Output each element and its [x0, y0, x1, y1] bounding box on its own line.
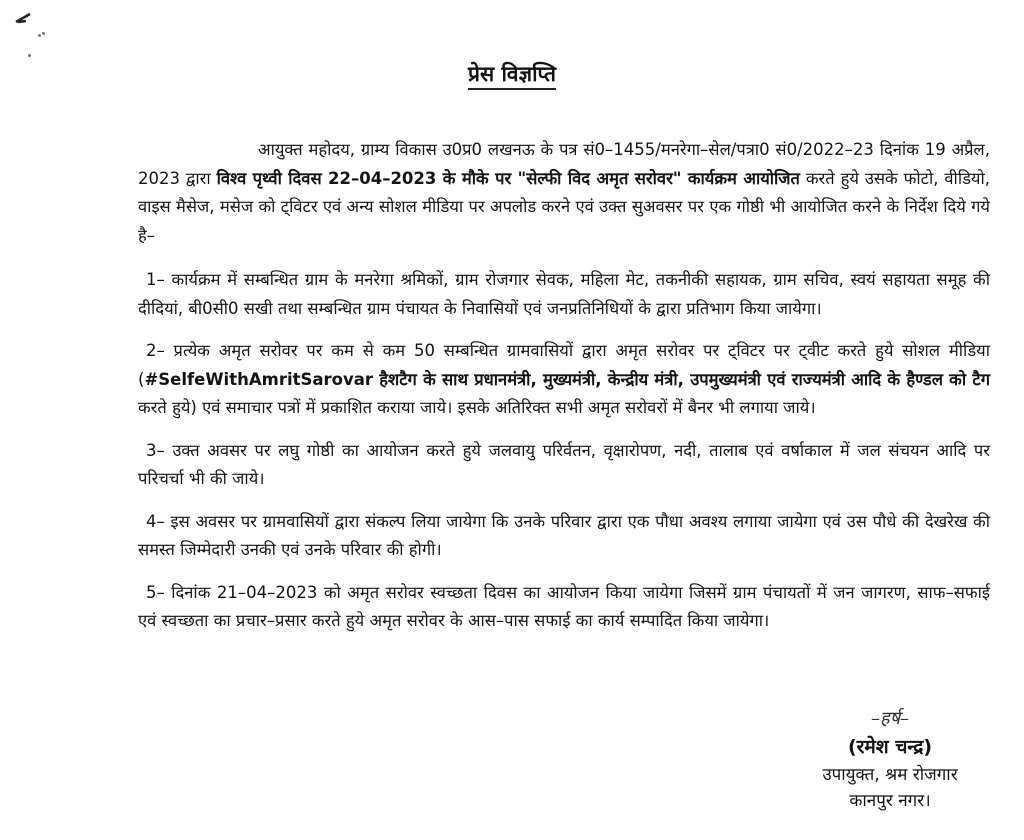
signatory-designation: उपायुक्त, श्रम रोजगार — [822, 765, 958, 785]
signatory-name: (रमेश चन्द्र) — [847, 736, 933, 758]
signature-block — [780, 706, 1000, 814]
intro-text-cont: करते हुये उसके फोटो, वीडियो, वाइस मैसेज, मसेज को ट्विटर एवं अन्य सोशल मीडिया पर अपलोड करने एवं उक्त सुअवसर पर एक गोष्ठी भी आयोजित करने के निर्देश दिये गये है– — [138, 168, 991, 245]
title-text: प्रेस विज्ञप्ति — [468, 62, 556, 90]
document-title — [0, 60, 1024, 88]
document-body — [138, 136, 990, 650]
signature-scribble: –हर्ष– — [871, 708, 909, 729]
item2-text: 2– प्रत्येक अमृत सरोवर पर कम से कम 50 सम्बन्धित ग्रामवासियों द्वारा अमृत सरोवर पर ट्विटर पर ट्वीट करते हुये सोशल मीडिया ( — [138, 341, 990, 389]
list-item-1: 1– कार्यक्रम में सम्बन्धित ग्राम के मनरेगा श्रमिकों, ग्राम रोजगार सेवक, महिला मेट, तकनीकी सहायक, ग्राम सचिव, स्वयं सहायता समूह की दीदियां, बी0सी0 सखी तथा सम्बन्धित ग्राम पंचायत के निवासियों एवं जनप्रतिनिधियों के द्वारा प्रतिभाग किया जायेगा। — [138, 270, 990, 318]
list-item-4: 4– इस अवसर पर ग्रामवासियों द्वारा संकल्प लिया जायेगा कि उनके परिवार द्वारा एक पौधा अवश्य लगाया जायेगा एवं उस पौधे की देखरेख की समस्त जिम्मेदारी उनकी एवं उनके परिवार की होगी। — [138, 511, 990, 559]
item2-text-cont: करते हुये) एवं समाचार पत्रों में प्रकाशित कराया जाये। इसके अतिरिक्त सभी अमृत सरोवरों में बैनर भी लगाया जाये। — [138, 398, 816, 417]
intro-paragraph — [138, 136, 990, 250]
scan-speck — [42, 32, 45, 35]
item2-bold-text: #SelfeWithAmritSarovar हैशटैग के साथ प्रधानमंत्री, मुख्यमंत्री, केन्द्रीय मंत्री, उपमुख्यमंत्री एवं राज्यमंत्री आदि के हैण्डल को टैग — [144, 369, 990, 389]
scan-speck — [28, 54, 31, 57]
signatory-location: कानपुर नगर। — [849, 791, 931, 811]
list-item-3: 3– उक्त अवसर पर लघु गोष्ठी का आयोजन करते हुये जलवायु परिर्वतन, वृक्षारोपण, नदी, तालाब एवं वर्षाकाल में जल संचयन आदि पर परिचर्चा भी की जाये। — [138, 440, 990, 488]
list-item-2 — [138, 337, 990, 423]
intro-text: आयुक्त महोदय, ग्राम्य विकास उ0प्र0 लखनऊ के पत्र सं0–1455/मनरेगा–सेल/पत्रा0 सं0/2022–23 दिनांक 19 अप्रैल, 2023 द्वारा — [138, 140, 990, 188]
intro-bold-text: विश्व पृथ्वी दिवस 22–04–2023 के मौके पर "सेल्फी विद अमृत सरोवर" कार्यक्रम आयोजित — [216, 168, 800, 188]
list-item-5: 5– दिनांक 21–04–2023 को अमृत सरोवर स्वच्छता दिवस का आयोजन किया जायेगा जिसमें ग्राम पंचायतों में जन जागरण, साफ–सफाई एवं स्वच्छता का प्रचार–प्रसार करते हुये अमृत सरोवर के आस–पास सफाई का कार्य सम्पादित किया जायेगा। — [138, 582, 990, 630]
scan-mark — [12, 8, 42, 26]
scan-speck — [38, 34, 41, 37]
